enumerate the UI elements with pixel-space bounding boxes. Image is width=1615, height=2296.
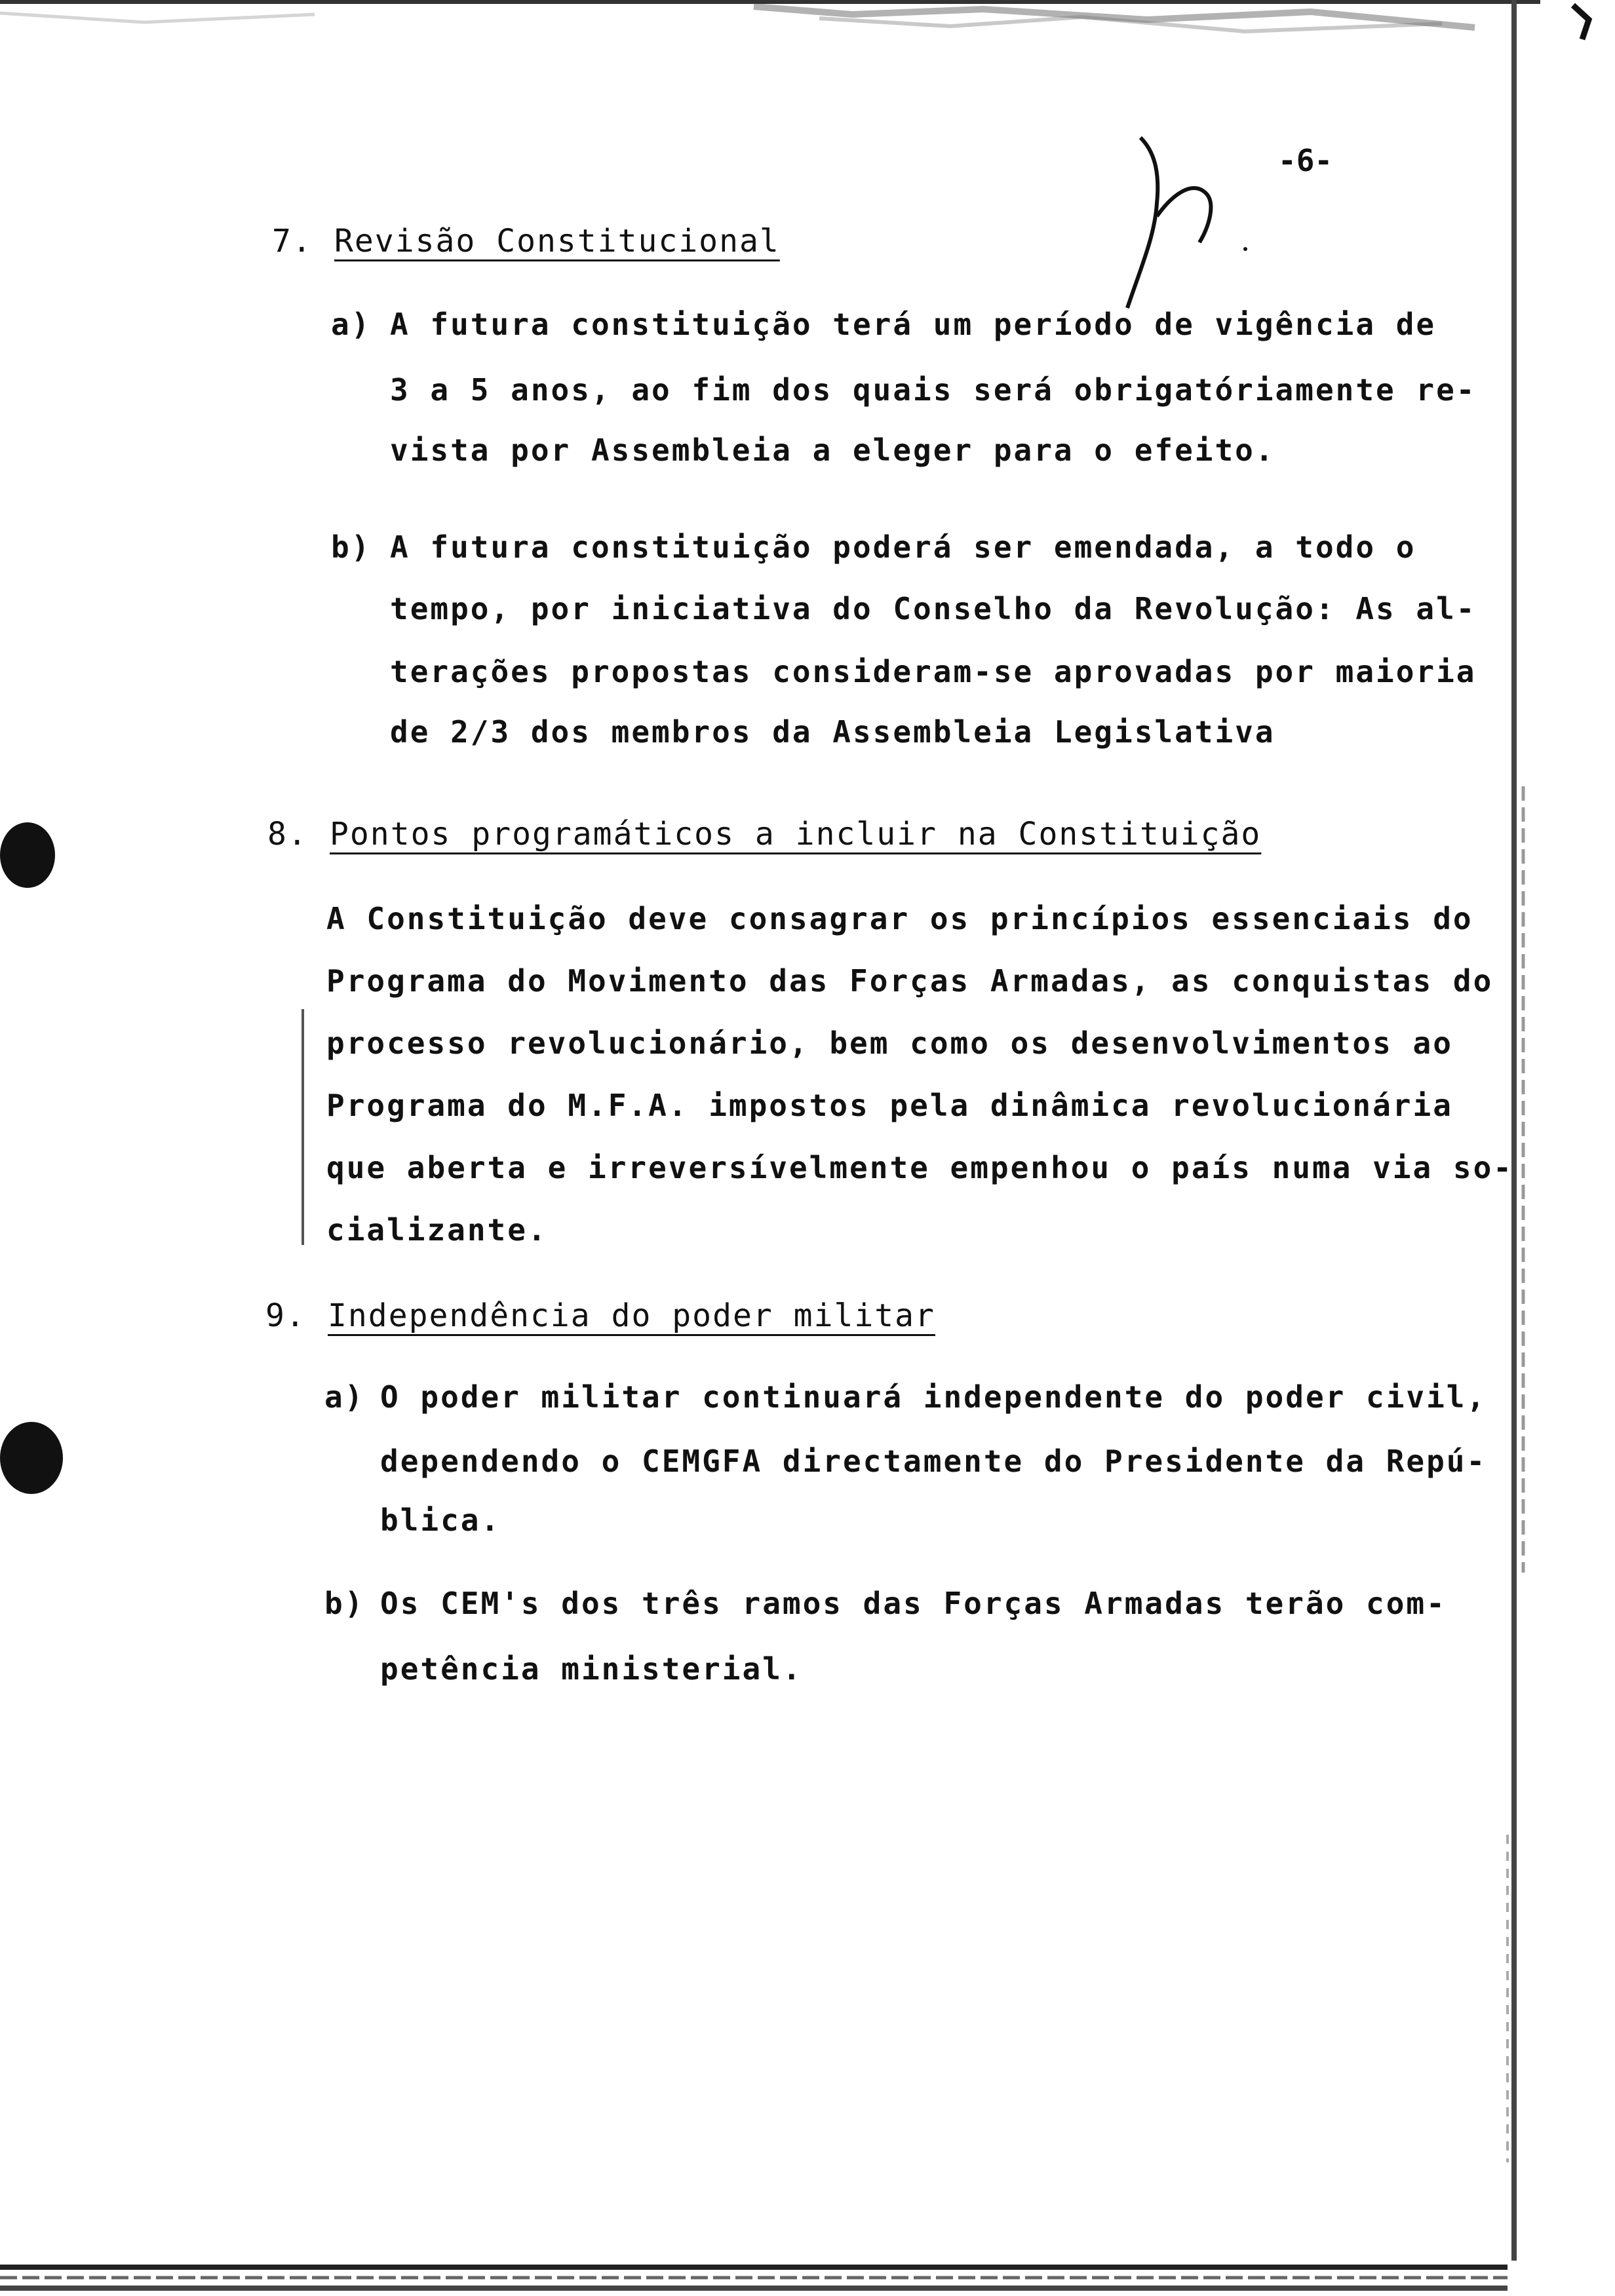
paragraph-line: Programa do Movimento das Forças Armadas, as conquistas do: [326, 963, 1494, 999]
item-line: 3 a 5 anos, ao fim dos quais será obrigatóriamente re-: [390, 372, 1477, 408]
paragraph-line: cializante.: [326, 1212, 548, 1248]
section-number: 9.: [265, 1297, 306, 1334]
handwritten-initials: [1101, 131, 1258, 328]
section-title: Pontos programáticos a incluir na Constituição: [330, 816, 1262, 852]
section-title: Independência do poder militar: [328, 1297, 935, 1334]
page-number: -6-: [1278, 143, 1333, 178]
section-heading: [267, 816, 1261, 852]
item-line: dependendo o CEMGFA directamente do Presidente da Repú-: [380, 1444, 1487, 1479]
paragraph-line: processo revolucionário, bem como os desenvolvimentos ao: [326, 1025, 1453, 1061]
paragraph-line: que aberta e irreversívelmente empenhou o país numa via so-: [326, 1150, 1513, 1185]
item-label: b): [331, 529, 372, 565]
item-label: a): [324, 1379, 365, 1415]
paragraph-line: Programa do M.F.A. impostos pela dinâmica revolucionária: [326, 1088, 1453, 1123]
scan-noise-top: [0, 0, 1540, 59]
item-line: O poder militar continuará independente do poder civil,: [380, 1379, 1487, 1415]
item-line: de 2/3 dos membros da Assembleia Legislativa: [390, 714, 1275, 750]
section-heading: [265, 1297, 935, 1334]
item-line: terações propostas consideram-se aprovadas por maioria: [390, 654, 1477, 689]
section-title: Revisão Constitucional: [334, 223, 780, 259]
item-label: a): [331, 307, 372, 342]
section-heading: [272, 223, 780, 259]
section-number: 8.: [267, 816, 308, 852]
item-line: A futura constituição poderá ser emendada, a todo o: [390, 529, 1416, 565]
margin-mark: [302, 1009, 304, 1245]
item-line: blica.: [380, 1502, 501, 1538]
paragraph-line: A Constituição deve consagrar os princípios essenciais do: [326, 901, 1473, 936]
punch-hole-mark: [0, 1419, 66, 1497]
punch-hole-mark: [0, 819, 59, 891]
item-line: A futura constituição terá um período de vigência de: [390, 307, 1437, 342]
section-number: 7.: [272, 223, 313, 259]
item-line: vista por Assembleia a eleger para o efeito.: [390, 432, 1275, 468]
item-line: tempo, por iniciativa do Conselho da Revolução: As al-: [390, 591, 1477, 626]
item-line: Os CEM's dos três ramos das Forças Armadas terão com-: [380, 1586, 1447, 1621]
item-line: petência ministerial.: [380, 1651, 803, 1687]
item-label: b): [324, 1586, 365, 1621]
scan-noise-right-edge: [1481, 0, 1612, 2296]
scan-noise-bottom-edge: [0, 2241, 1540, 2296]
